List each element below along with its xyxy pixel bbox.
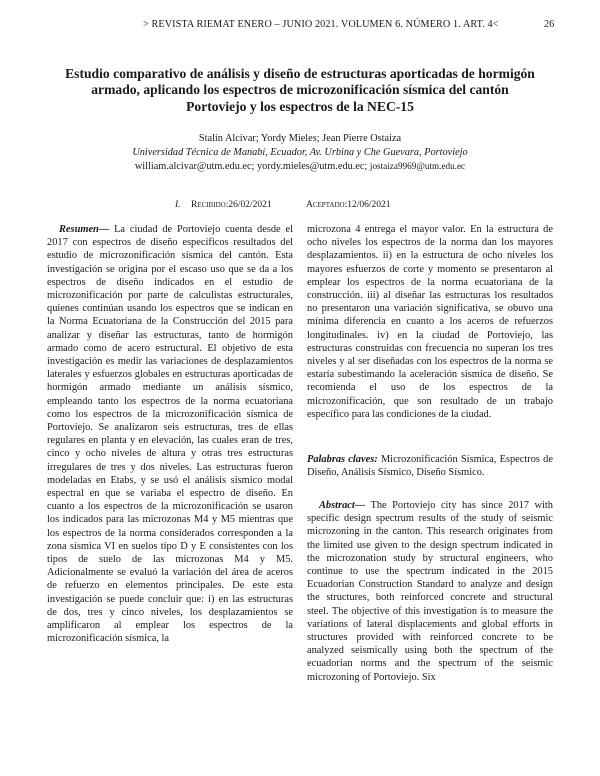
section-numeral: I. <box>175 200 181 210</box>
received-date: Recibido:26/02/2021 <box>191 200 272 210</box>
resumen-continuation-column <box>307 223 553 421</box>
keywords-label: Palabras claves: <box>307 454 378 465</box>
page-number: 26 <box>544 19 555 30</box>
resumen-label: Resumen— <box>59 224 110 235</box>
keywords-block <box>307 453 553 479</box>
resumen-paragraph <box>47 223 293 646</box>
resumen-column <box>47 223 293 646</box>
email-last: jostaiza9969@utm.edu.ec <box>369 161 466 171</box>
email-list: william.alcivar@utm.edu.ec; yordy.mieles@utm.edu.ec; <box>134 161 368 172</box>
author-list: Stalin Alcívar; Yordy Mieles; Jean Pierre Ostaiza <box>198 133 402 144</box>
running-header <box>0 19 600 33</box>
journal-running-title: > REVISTA RIEMAT ENERO – JUNIO 2021. VOLUMEN 6. NÚMERO 1. ART. 4< <box>143 19 499 30</box>
abstract-label: Abstract— <box>319 500 366 511</box>
submission-dates <box>0 200 600 213</box>
author-emails <box>0 160 600 173</box>
abstract-block <box>307 499 553 684</box>
affiliation: Universidad Técnica de Manabí, Ecuador, Av. Urbina y Che Guevara, Portoviejo <box>132 147 468 158</box>
resumen-text: La ciudad de Portoviejo cuenta desde el 2017 con espectros de diseño específicos resultados del estudio de microzonificación sísmica del cantón. Esta investigación se origina por el escaso uso que se da a los espectros de diseño indicados en el estudio de microzonificación por parte de calculistas estructurales, quienes continúan usando los espectros que se indican en la Norma Ecuatoriana de la Construcción del 2015 para analizar y diseñar las estructuras, tanto de hormigón armado como de acero estructural. El objetivo de esta investigación es medir las variaciones de desplazamientos laterales y esfuerzos globales en estructuras aporticadas de hormigón armado mediante un análisis sísmico, empleando tanto los espectros de la norma ecuatoriana como los espectros de la microzonificación sísmica de Portoviejo. Se analizaron seis estructuras, tres de ellas regulares en planta y en elevación, las cuales eran de tres, cinco y ocho niveles de altura y otras tres estructuras irregulares de tres y dos niveles. Las estructuras fueron modeladas en Etabs, y se usó el análisis sísmico modal espectral en que se variaba el espectro de diseño. En cuanto a los espectros de la microzonificación se usaron los indicados para las microzonas M4 y M5 mientras que los espectros de la norma considerados corresponden a la zona sísmica VI en suelos tipo D y E consistentes con los tipos de suelo de las microzonas M4 y M5. Adicionalmente se evaluó la variación del área de aceros de refuerzo en elementos principales. De este esta investigación se puede concluir que: i) en las estructuras de dos, tres y cinco niveles, los desplazamientos se amplificaron al emplear los espectros de la microzonificación sísmica, la <box>47 224 293 645</box>
keywords-text: Microzonificación Sísmica, Espectros de Diseño, Análisis Sísmico, Diseño Sísmico. <box>307 454 553 479</box>
resumen-continuation: microzona 4 entrega el mayor valor. En la estructura de ocho niveles los espectros de la norma dan los mayores desplazamientos. ii) en la estructura de ocho niveles los mayores esfuerzos de corte y momento se presentaron al emplear los espectros de la norma ecuatoriana de la construcción. iii) al diseñar las estructuras los resultados no presentaron una variación significativa, se obuvo una mínima diferencia en cuanto a los aceros de refuerzos longitudinales. iv) en la ciudad de Portoviejo, las estructuras construidas con frecuencia no superan los tres niveles y al ser diseñadas con los espectros de la norma se estaría subestimando la aceleración sísmica de diseño. Se recomienda el uso de los espectros de la microzonificación, que son resultado de un trabajo específico para las condiciones de la ciudad. <box>307 224 553 420</box>
paper-title: Estudio comparativo de análisis y diseño de estructuras aporticadas de hormigón armado, aplicando los espectros de microzonificación sísmica del cantón Portoviejo y los espectros de la NEC-15 <box>65 66 535 114</box>
accepted-date: Aceptado:12/06/2021 <box>306 200 391 210</box>
abstract-text: The Portoviejo city has since 2017 with specific design spectrum results of the study of seismic microzoning in the canton. This research originates from the limited use given to the design spectrum indicated in the microzonation study by structural engineers, who continue to use the spectrum indicated in the 2015 Ecuadorian Construction Standard to analyze and design the structures, both reinforced concrete and structural steel. The objective of this investigation is to measure the variations of lateral displacements and global efforts in structures provided with reinforced concrete to be analyzed seismically using both the spectrum of the ecuadorian norms and the spectrum of the seismic microzoning of Portoviejo. Six <box>307 500 553 683</box>
